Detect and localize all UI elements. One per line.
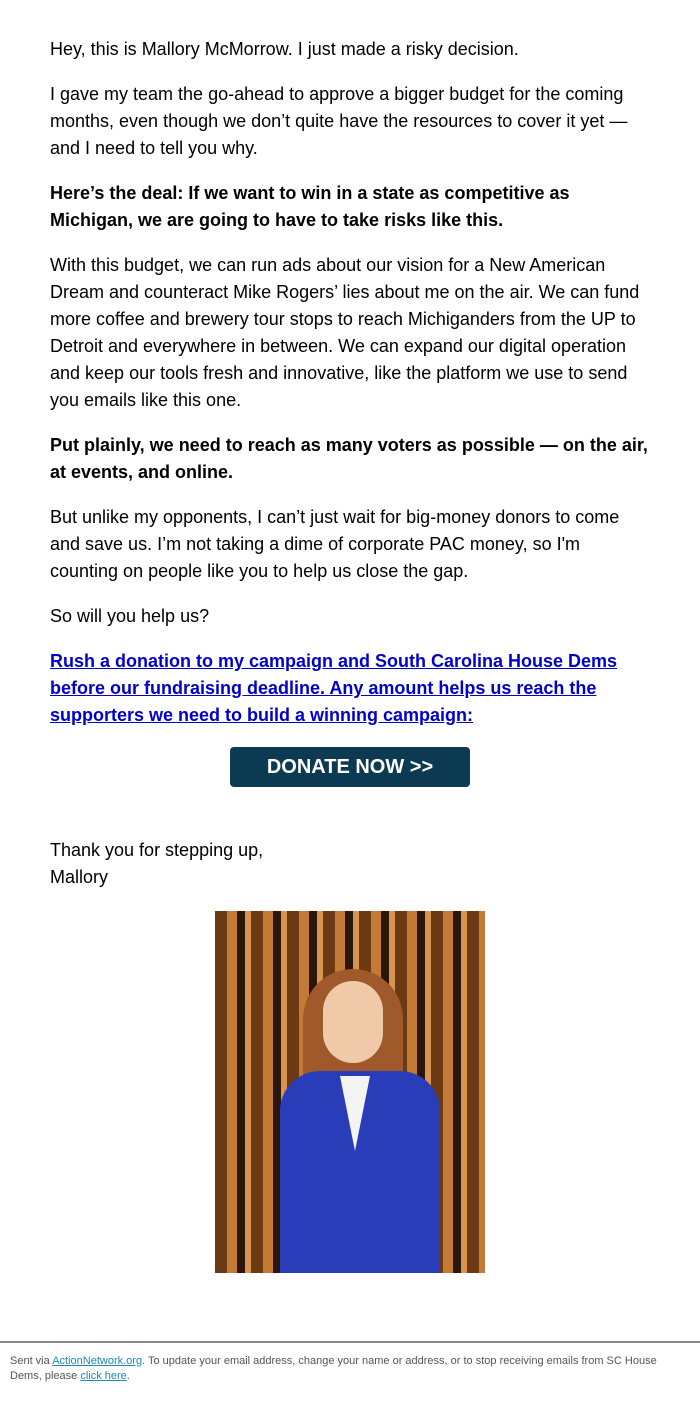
footer-prefix: Sent via [10,1355,53,1367]
signoff [50,837,650,891]
photo-face [323,981,383,1063]
intro-paragraph: Hey, this is Mallory McMorrow. I just made a risky decision. [50,39,519,59]
opponents-paragraph: But unlike my opponents, I can’t just wait for big-money donors to come and save us. I’m not taking a dime of corporate PAC money, so I'm counting on people like you to help us close the gap. [50,507,620,581]
footer-text: . To update your email address, change your name or address, or to stop receiving emails from SC House Dems, please [10,1355,657,1382]
donate-now-button[interactable]: DONATE NOW >> [230,747,470,787]
unsubscribe-link[interactable]: click here [80,1370,127,1382]
plainly-paragraph [50,432,650,486]
mallory-photo [215,911,485,1273]
signoff-text: Thank you for stepping up, [50,840,264,860]
budget-paragraph: I gave my team the go-ahead to approve a bigger budget for the coming months, even though we don’t quite have the resources to cover it yet — and I need to tell you why. [50,84,628,158]
donation-link[interactable]: Rush a donation to my campaign and South Carolina House Dems before our fundraising deadline. Any amount helps us reach the supporters we need to build a winning campaign: [50,651,618,725]
actionnetwork-link[interactable]: ActionNetwork.org [52,1355,143,1367]
footer [0,1341,700,1404]
plainly-text: Put plainly, we need to reach as many voters as possible — on the air, at events, and online. [50,435,648,482]
cta-paragraph [50,648,650,729]
deal-paragraph [50,180,650,234]
deal-text: Here’s the deal: If we want to win in a state as competitive as Michigan, we are going to have to take risks like this. [50,183,570,230]
question-paragraph: So will you help us? [50,606,210,626]
signature: Mallory [50,867,109,887]
footer-suffix: . [126,1370,130,1382]
donate-button-wrap [50,747,650,787]
budget-uses-paragraph: With this budget, we can run ads about our vision for a New American Dream and counteract Mike Rogers’ lies about me on the air. We can fund more coffee and brewery tour stops to reach Michiganders from the UP to Detroit and everywhere in between. We can expand our digital operation and keep our tools fresh and innovative, like the platform we use to send you emails like this one. [50,255,640,410]
